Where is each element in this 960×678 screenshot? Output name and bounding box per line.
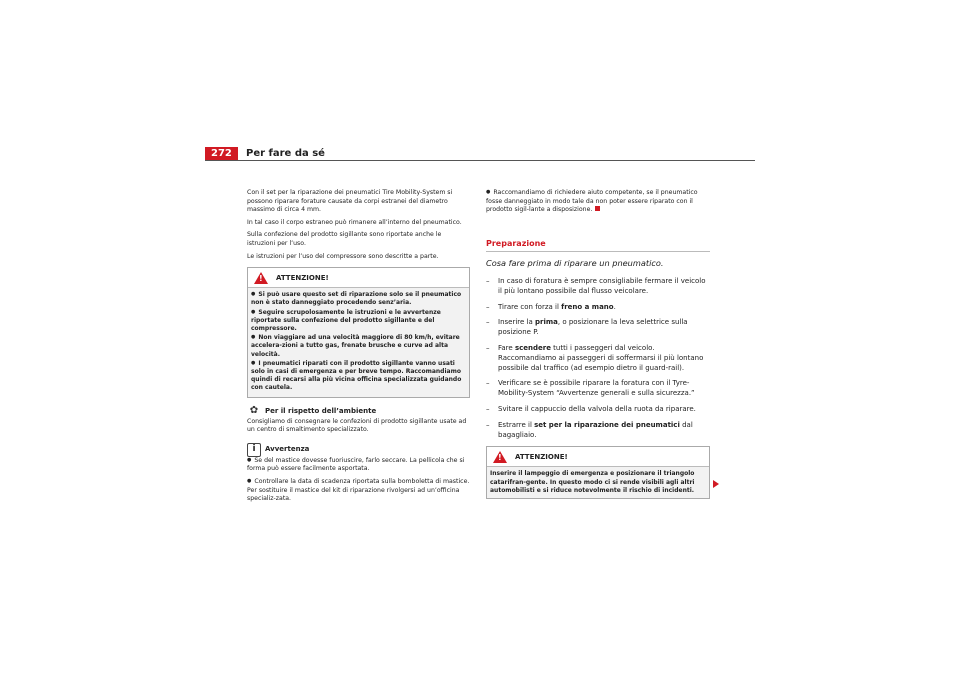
warning-item: ● Seguire scrupolosamente le istruzioni e le avvertenze riportate sulla confezione del prodotto sigillante e del compressore.: [251, 309, 465, 334]
warning-triangle-icon: !: [493, 451, 507, 463]
warning-item: ● Non viaggiare ad una velocità maggiore di 80 km/h, evitare accelera-zioni a tutto gas, frenate brusche e curve ad alta velocità.: [251, 334, 465, 359]
step-item: – Verificare se è possibile riparare la foratura con il Tyre-Mobility-System “Avvertenze generali e sulla sicurezza.”: [486, 379, 695, 398]
warning-item: ● Si può usare questo set di riparazione solo se il pneumatico non è stato danneggiato procedendo senz’aria.: [251, 291, 465, 307]
warning-header: [248, 268, 469, 288]
step-item: – Estrarre il set per la riparazione dei pneumatici dal bagagliaio.: [486, 420, 693, 439]
warning-box: [486, 446, 710, 499]
environment-title: Per il rispetto dell’ambiente: [265, 407, 377, 416]
intro-paragraph: Le istruzioni per l’uso del compressore sono descritte a parte.: [247, 252, 439, 260]
warning-body: Inserire il lampeggio di emergenza e posizionare il triangolo catarifran-gente. In questo modo ci si rende visibili agli altri automobilisti e si riduce notevolmente il rischio di incidenti.: [490, 470, 695, 494]
page-number: 272: [205, 147, 238, 161]
note-item: ● Controllare la data di scadenza riportata sulla bomboletta di mastice. Per sostituire il mastice del kit di riparazione rivolgersi ad un’officina specializ-zata.: [247, 478, 470, 504]
environment-text: Consigliamo di consegnare le confezioni di prodotto sigillante usate ad un centro di smaltimento specializzato.: [247, 417, 467, 434]
intro-paragraph: Sulla confezione del prodotto sigillante sono riportate anche le istruzioni per l’uso.: [247, 231, 442, 247]
step-item: – Inserire la prima, o posizionare la leva selettrice sulla posizione P.: [486, 318, 688, 337]
top-bullet: ● Raccomandiamo di richiedere aiuto competente, se il pneumatico fosse danneggiato in modo tale da non poter essere riparato con il prodotto sigil-lante a disposizione.: [486, 189, 710, 215]
warning-item: ● I pneumatici riparati con il prodotto sigillante vanno usati solo in casi di emergenza e per breve tempo. Raccomandiamo quindi di recarsi alla più vicina officina specializzata guidando con cautela.: [251, 360, 465, 393]
step-item: – Fare scendere tutti i passeggeri dal veicolo. Raccomandiamo ai passeggeri di soffermarsi il più lontano possibile dal traffico (ad esempio dietro il guard-rail).: [486, 343, 704, 372]
section-title: Preparazione: [486, 240, 710, 253]
note-icon: i: [247, 443, 261, 457]
section-end-marker: [595, 206, 600, 211]
warning-body: [248, 288, 469, 396]
note-item: ● Se del mastice dovesse fuoriuscire, farlo seccare. La pellicola che si forma può essere facilmente asportata.: [247, 457, 470, 474]
step-item: – In caso di foratura è sempre consigliabile fermare il veicolo il più lontano possibile dal flusso veicolare.: [486, 276, 706, 295]
right-column: [486, 189, 710, 499]
warning-triangle-icon: !: [254, 272, 268, 284]
continue-arrow-icon: [713, 480, 719, 488]
warning-title: ATTENZIONE!: [276, 273, 329, 282]
header-rule: [205, 160, 755, 161]
warning-header: [487, 447, 709, 467]
left-column: [247, 189, 470, 508]
intro-paragraph: In tal caso il corpo estraneo può rimanere all’interno del pneumatico.: [247, 218, 462, 226]
section-subtitle: Cosa fare prima di riparare un pneumatico.: [486, 258, 664, 269]
note-heading: [247, 443, 470, 457]
step-item: – Tirare con forza il freno a mano.: [486, 302, 616, 311]
note-title: Avvertenza: [265, 445, 310, 454]
running-title: Per fare da sé: [246, 148, 325, 159]
environment-icon: ✿: [249, 405, 259, 417]
environment-heading: [247, 406, 470, 418]
intro-paragraph: Con il set per la riparazione dei pneumatici Tire Mobility-System si possono riparare forature causate da corpi estranei del diametro massimo di circa 4 mm.: [247, 189, 453, 214]
warning-box: [247, 267, 470, 397]
step-item: – Svitare il cappuccio della valvola della ruota da riparare.: [486, 404, 696, 413]
warning-title: ATTENZIONE!: [515, 453, 568, 462]
